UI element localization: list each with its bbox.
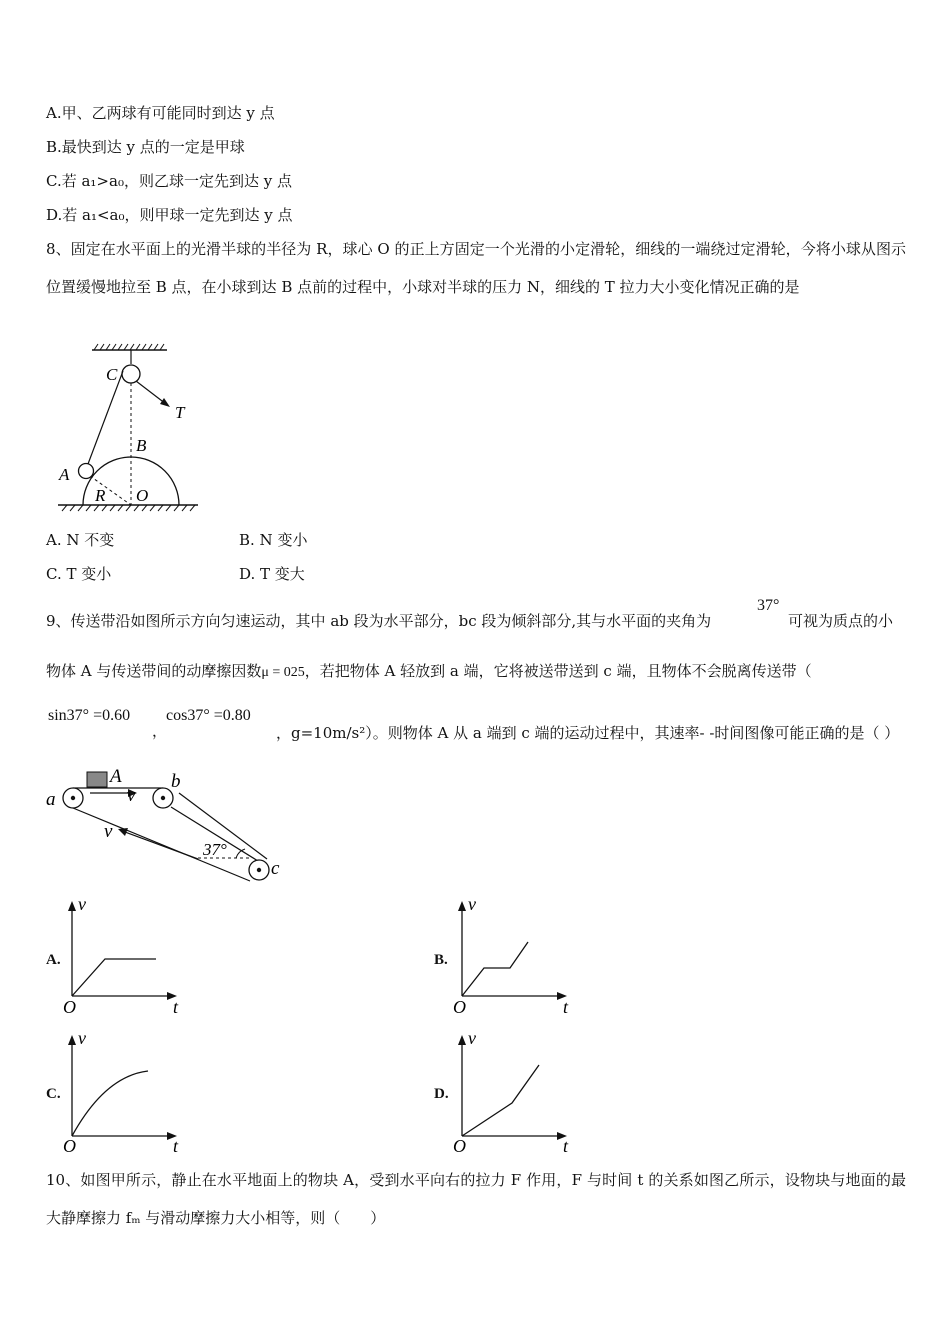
graph-b-v: v	[468, 896, 476, 914]
q9-option-d-label: D.	[434, 1086, 449, 1102]
q9-comma: ，	[152, 722, 168, 740]
q9-graph-d	[450, 1030, 580, 1155]
q10-stem: 10、如图甲所示，静止在水平地面上的物块 A，受到水平向右的拉力 F 作用，F 与时间 t 的关系如图乙所示，设物块与地面的最大静摩擦力 fₘ 与滑动摩擦力大小相等，则（ ）	[46, 1171, 906, 1227]
q9-stem-line2-b: ，若把物体 A 轻放到 a 端，它将被送带送到 c 端，且物体不会脱离传送带（	[304, 662, 812, 680]
q9-angle-expr: 37°	[757, 597, 780, 614]
q7-option-c: C.若 a₁>a₀，则乙球一定先到达 y 点	[46, 172, 292, 190]
q9-label-v-bottom: v	[104, 821, 113, 842]
q7-option-a: A.甲、乙两球有可能同时到达 y 点	[46, 104, 275, 122]
q9-stem-line3: ，g=10m/s²）。则物体 A 从 a 端到 c 端的运动过程中，其速率- -时间图像可能正确的是（ ）	[276, 724, 900, 742]
q9-label-v-top: v	[127, 785, 136, 806]
q8-option-b: B. N 变小	[239, 531, 308, 549]
q8-stem: 8、固定在水平面上的光滑半球的半径为 R，球心 O 的正上方固定一个光滑的小定滑轮，细线的一端绕过定滑轮，今将小球从图示位置缓慢地拉至 B 点，在小球到达 B 点前的过程中，小球对半球的压力 N，细线的 T 拉力大小变化情况正确的是	[46, 240, 906, 296]
q8-label-o: O	[136, 486, 149, 505]
q9-option-a-label: A.	[46, 952, 61, 968]
q9-label-angle: 37°	[203, 840, 227, 859]
q9-stem-line1-end: 可视为质点的小	[788, 612, 894, 630]
q9-label-c: c	[271, 858, 280, 879]
graph-c-o: O	[63, 1136, 76, 1155]
q9-label-block: A	[110, 766, 122, 787]
q9-stem-line1: 9、传送带沿如图所示方向匀速运动，其中 ab 段为水平部分，bc 段为倾斜部分,其与水平面的夹角为	[46, 612, 712, 630]
q8-option-a: A. N 不变	[46, 531, 115, 549]
q8-label-a: A	[59, 465, 70, 484]
q9-graph-b	[450, 896, 580, 1021]
q9-mu-expr: μ = 025	[261, 665, 305, 680]
graph-c-t: t	[173, 1136, 179, 1155]
graph-b-o: O	[453, 997, 466, 1017]
q9-stem-line2	[46, 660, 812, 681]
q9-option-b-label: B.	[434, 952, 448, 968]
q7-option-b: B.最快到达 y 点的一定是甲球	[46, 138, 245, 156]
q8-option-d: D. T 变大	[239, 565, 305, 583]
graph-d-t: t	[563, 1136, 569, 1155]
q9-conveyor-figure	[40, 764, 290, 889]
q9-sin-expr: sin37° =0.60	[48, 707, 131, 724]
q9-label-a: a	[46, 789, 56, 810]
q8-label-b: B	[136, 436, 147, 455]
q9-graph-c	[60, 1030, 190, 1155]
q8-hemisphere-figure	[50, 340, 210, 515]
q9-stem-line2-a: 物体 A 与传送带间的动摩擦因数	[46, 662, 262, 680]
q9-label-b: b	[171, 771, 181, 792]
graph-a-t: t	[173, 997, 179, 1017]
q8-label-c: C	[106, 365, 118, 384]
graph-d-o: O	[453, 1136, 466, 1155]
q9-option-c-label: C.	[46, 1086, 61, 1102]
graph-a-o: O	[63, 997, 76, 1017]
graph-a-v: v	[78, 896, 86, 914]
q9-cos-expr: cos37° =0.80	[166, 707, 251, 724]
graph-c-v: v	[78, 1030, 86, 1048]
q7-option-d: D.若 a₁<a₀，则甲球一定先到达 y 点	[46, 206, 293, 224]
q8-label-r: R	[95, 486, 106, 505]
q8-option-c: C. T 变小	[46, 565, 112, 583]
graph-b-t: t	[563, 997, 569, 1017]
q8-label-t: T	[175, 403, 185, 422]
graph-d-v: v	[468, 1030, 476, 1048]
q9-graph-a	[60, 896, 190, 1021]
